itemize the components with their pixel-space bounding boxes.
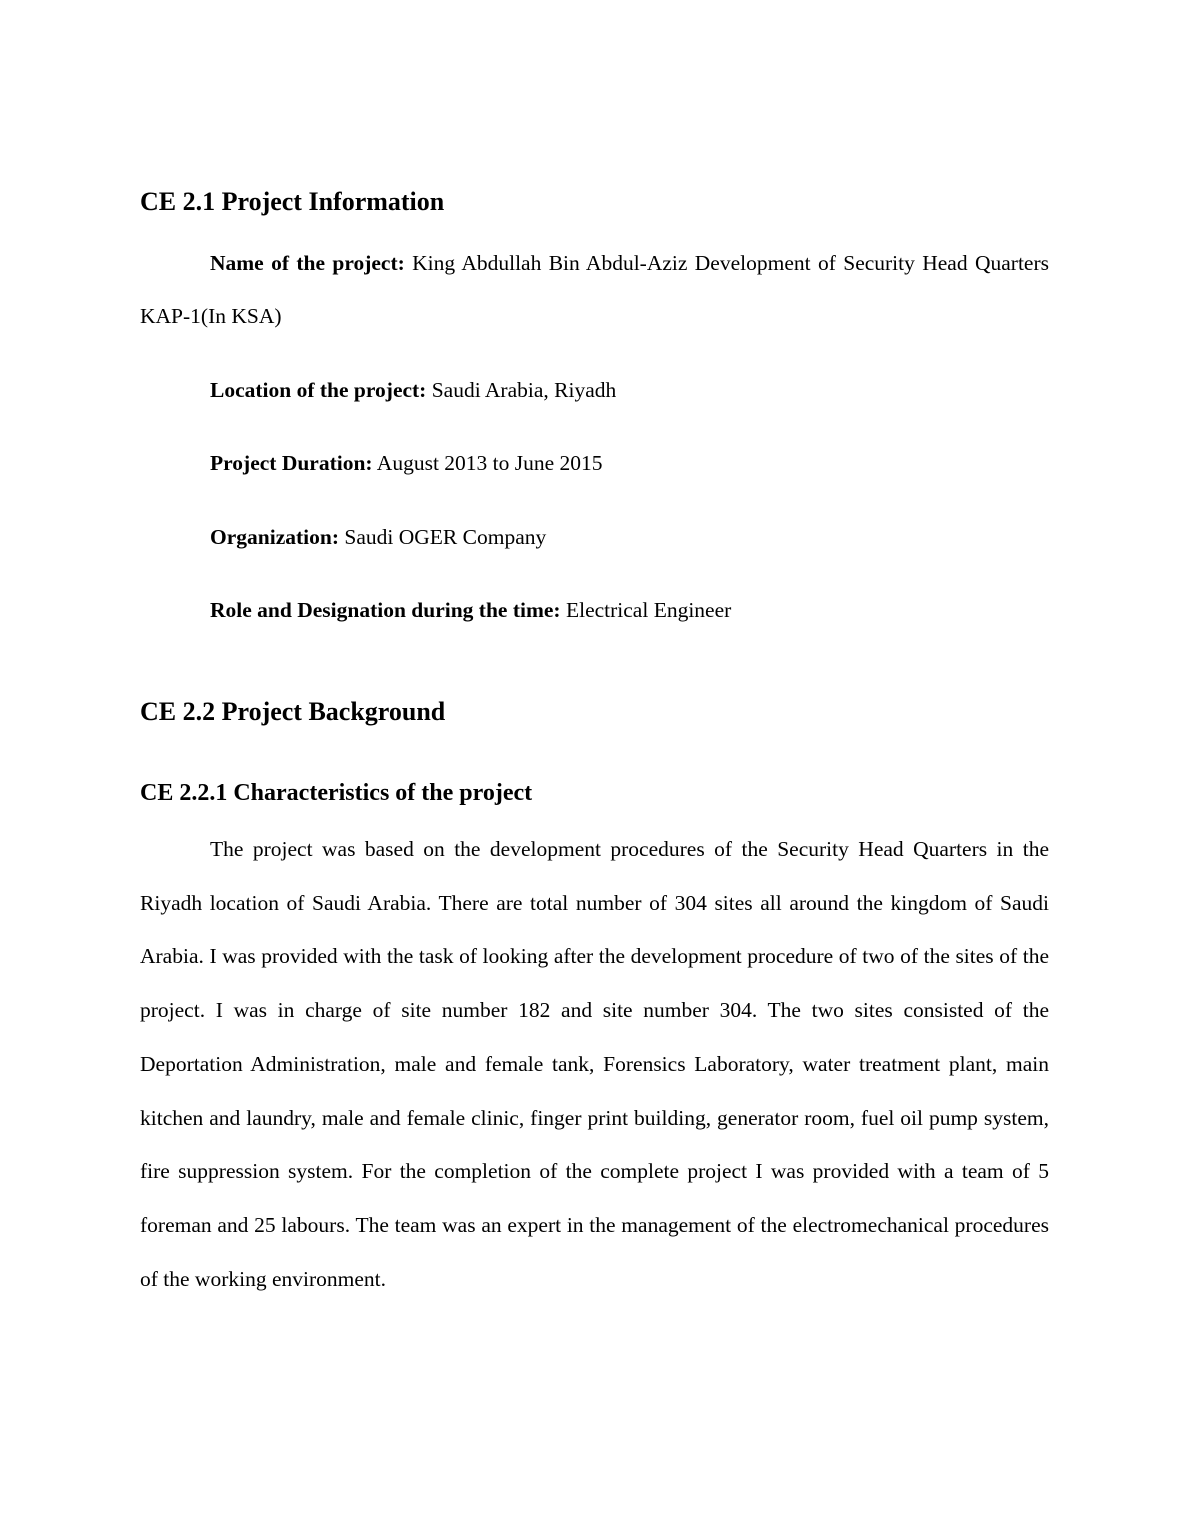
role-value: Electrical Engineer bbox=[565, 598, 732, 622]
project-duration-value: August 2013 to June 2015 bbox=[376, 451, 603, 475]
organization-line bbox=[210, 523, 546, 551]
project-name-paragraph bbox=[140, 237, 1049, 343]
project-location-label: Location of the project: bbox=[210, 378, 427, 402]
subsection-heading-characteristics: CE 2.2.1 Characteristics of the project bbox=[140, 780, 533, 806]
project-duration-label: Project Duration: bbox=[210, 451, 373, 475]
organization-value: Saudi OGER Company bbox=[344, 525, 547, 549]
project-name-label: Name of the project: bbox=[210, 251, 405, 275]
role-label: Role and Designation during the time: bbox=[210, 598, 561, 622]
organization-label: Organization: bbox=[210, 525, 339, 549]
project-duration-line bbox=[210, 449, 603, 477]
project-name-value: King Abdullah Bin Abdul-Aziz Development of Security Head Quarters KAP-1(In KSA) bbox=[140, 251, 1049, 328]
role-line bbox=[210, 596, 731, 624]
characteristics-paragraph: The project was based on the development procedures of the Security Head Quarters in the Riyadh location of Saudi Arabia. There are total number of 304 sites all around the kingdom of Saudi Arabia. I was provided with the task of looking after the development procedure of two of the sites of the project. I was in charge of site number 182 and site number 304. The two sites consisted of the Deportation Administration, male and female tank, Forensics Laboratory, water treatment plant, main kitchen and laundry, male and female clinic, finger print building, generator room, fuel oil pump system, fire suppression system. For the completion of the complete project I was provided with a team of 5 foreman and 25 labours. The team was an expert in the management of the electromechanical procedures of the working environment. bbox=[140, 837, 1049, 1291]
section-heading-project-background: CE 2.2 Project Background bbox=[140, 697, 446, 726]
project-location-line bbox=[210, 376, 616, 404]
project-location-value: Saudi Arabia, Riyadh bbox=[431, 378, 617, 402]
section-heading-project-information: CE 2.1 Project Information bbox=[140, 187, 445, 216]
